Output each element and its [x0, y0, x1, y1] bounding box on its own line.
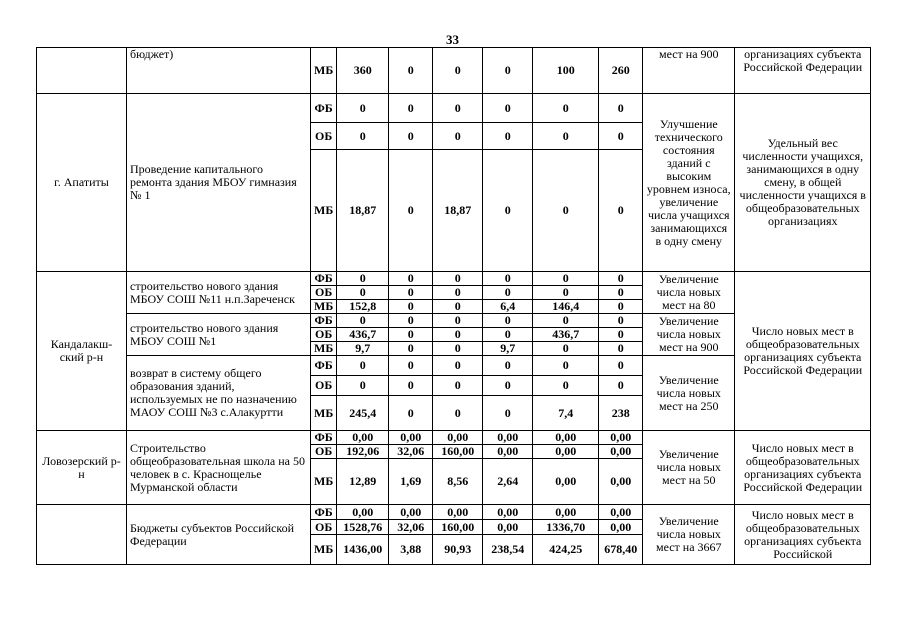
value-cell: 0	[337, 286, 389, 300]
value-cell: 436,7	[533, 328, 599, 342]
value-cell: 0	[533, 342, 599, 356]
value-cell: 0,00	[533, 445, 599, 459]
value-cell: 0	[533, 314, 599, 328]
value-cell: 0	[483, 150, 533, 272]
value-cell: 0	[599, 314, 643, 328]
result-cell: Увеличение числа новых мест на 900	[643, 314, 735, 356]
value-cell: 0,00	[483, 505, 533, 520]
value-cell: 0,00	[599, 459, 643, 505]
value-cell: 0	[433, 123, 483, 150]
value-cell: 0	[433, 314, 483, 328]
value-cell: 0	[533, 94, 599, 123]
value-cell: 0	[389, 356, 433, 376]
source-cell: ОБ	[311, 445, 337, 459]
value-cell: 0	[389, 314, 433, 328]
value-cell: 0	[389, 272, 433, 286]
value-cell: 0	[433, 48, 483, 94]
result-cell: Увеличение числа новых мест на 250	[643, 356, 735, 431]
table-row	[37, 94, 871, 123]
value-cell: 3,88	[389, 535, 433, 565]
district-cell	[37, 48, 127, 94]
value-cell: 0	[337, 314, 389, 328]
value-cell: 0	[483, 286, 533, 300]
value-cell: 8,56	[433, 459, 483, 505]
value-cell: 360	[337, 48, 389, 94]
value-cell: 0,00	[389, 505, 433, 520]
value-cell: 0,00	[389, 431, 433, 445]
result-cell: Увеличение числа новых мест на 80	[643, 272, 735, 314]
indicator-cell: Удельный вес численности учащихся, занимающихся в одну смену, в общей численности учащихся в общеобразовательных организациях	[735, 94, 871, 272]
task-cell: бюджет)	[127, 48, 311, 94]
value-cell: 0	[483, 396, 533, 431]
source-cell: ОБ	[311, 520, 337, 535]
value-cell: 0,00	[433, 505, 483, 520]
task-cell: строительство нового здания МБОУ СОШ №1	[127, 314, 311, 356]
value-cell: 1528,76	[337, 520, 389, 535]
value-cell: 0	[483, 376, 533, 396]
value-cell: 0,00	[533, 459, 599, 505]
value-cell: 0	[337, 356, 389, 376]
value-cell: 152,8	[337, 300, 389, 314]
value-cell: 0,00	[483, 431, 533, 445]
source-cell: МБ	[311, 535, 337, 565]
district-cell	[37, 505, 127, 565]
value-cell: 0	[389, 150, 433, 272]
value-cell: 260	[599, 48, 643, 94]
value-cell: 2,64	[483, 459, 533, 505]
value-cell: 0	[483, 272, 533, 286]
value-cell: 0	[433, 328, 483, 342]
value-cell: 1336,70	[533, 520, 599, 535]
value-cell: 0	[599, 300, 643, 314]
task-cell: Бюджеты субъектов Российской Федерации	[127, 505, 311, 565]
value-cell: 0	[599, 272, 643, 286]
value-cell: 0	[389, 48, 433, 94]
value-cell: 9,7	[483, 342, 533, 356]
source-cell: ОБ	[311, 328, 337, 342]
value-cell: 160,00	[433, 520, 483, 535]
source-cell: ОБ	[311, 376, 337, 396]
value-cell: 238,54	[483, 535, 533, 565]
value-cell: 0	[337, 123, 389, 150]
value-cell: 0	[389, 328, 433, 342]
value-cell: 0	[599, 123, 643, 150]
value-cell: 1,69	[389, 459, 433, 505]
value-cell: 0	[389, 286, 433, 300]
source-cell: МБ	[311, 396, 337, 431]
source-cell: ОБ	[311, 123, 337, 150]
task-cell: строительство нового здания МБОУ СОШ №11 н.п.Зареченск	[127, 272, 311, 314]
value-cell: 0	[599, 356, 643, 376]
source-cell: ФБ	[311, 505, 337, 520]
indicator-cell: Число новых мест в общеобразовательных организациях субъекта Российской Федерации	[735, 272, 871, 431]
value-cell: 245,4	[337, 396, 389, 431]
value-cell: 9,7	[337, 342, 389, 356]
value-cell: 0,00	[533, 505, 599, 520]
value-cell: 0	[337, 272, 389, 286]
value-cell: 0	[533, 376, 599, 396]
value-cell: 32,06	[389, 445, 433, 459]
value-cell: 0,00	[337, 505, 389, 520]
district-cell: г. Апатиты	[37, 94, 127, 272]
value-cell: 0,00	[483, 445, 533, 459]
value-cell: 0	[433, 286, 483, 300]
value-cell: 18,87	[337, 150, 389, 272]
value-cell: 424,25	[533, 535, 599, 565]
source-cell: ФБ	[311, 94, 337, 123]
value-cell: 0	[533, 356, 599, 376]
value-cell: 0	[389, 396, 433, 431]
value-cell: 0	[433, 272, 483, 286]
value-cell: 18,87	[433, 150, 483, 272]
indicator-cell: Число новых мест в общеобразовательных организациях субъекта Российской	[735, 505, 871, 565]
value-cell: 0	[599, 286, 643, 300]
indicator-cell: Число новых мест в общеобразовательных организациях субъекта Российской Федерации	[735, 431, 871, 505]
value-cell: 0	[389, 300, 433, 314]
source-cell: МБ	[311, 459, 337, 505]
task-cell: Строительство общеобразовательная школа на 50 человек в с. Краснощелье Мурманской области	[127, 431, 311, 505]
indicator-cell: организациях субъекта Российской Федерации	[735, 48, 871, 94]
result-cell: Увеличение числа новых мест на 50	[643, 431, 735, 505]
task-cell: Проведение капитального ремонта здания МБОУ гимназия № 1	[127, 94, 311, 272]
result-cell: Увеличение числа новых мест на 3667	[643, 505, 735, 565]
value-cell: 0,00	[483, 520, 533, 535]
source-cell: МБ	[311, 342, 337, 356]
table-row	[37, 48, 871, 94]
source-cell: ФБ	[311, 431, 337, 445]
value-cell: 0	[433, 342, 483, 356]
value-cell: 0	[337, 94, 389, 123]
value-cell: 0	[483, 356, 533, 376]
value-cell: 0,00	[433, 431, 483, 445]
value-cell: 12,89	[337, 459, 389, 505]
task-cell: возврат в систему общего образования зданий, используемых не по назначению МАОУ СОШ №3 с.Алакуртти	[127, 356, 311, 431]
value-cell: 0,00	[533, 431, 599, 445]
value-cell: 0	[599, 150, 643, 272]
value-cell: 0	[483, 314, 533, 328]
source-cell: ФБ	[311, 356, 337, 376]
value-cell: 0	[433, 356, 483, 376]
value-cell: 0	[389, 342, 433, 356]
value-cell: 238	[599, 396, 643, 431]
source-cell: МБ	[311, 48, 337, 94]
result-cell: мест на 900	[643, 48, 735, 94]
value-cell: 0,00	[599, 445, 643, 459]
source-cell: МБ	[311, 300, 337, 314]
source-cell: ФБ	[311, 314, 337, 328]
value-cell: 0,00	[599, 505, 643, 520]
value-cell: 436,7	[337, 328, 389, 342]
result-cell: Улучшение технического состояния зданий с высоким уровнем износа, увеличение числа учащихся занимающихся в одну смену	[643, 94, 735, 272]
value-cell: 1436,00	[337, 535, 389, 565]
value-cell: 0	[599, 328, 643, 342]
table-row	[37, 431, 871, 445]
value-cell: 0,00	[337, 431, 389, 445]
value-cell: 0	[533, 123, 599, 150]
budget-table	[36, 47, 871, 565]
value-cell: 0	[433, 376, 483, 396]
page-number: 33	[446, 32, 459, 47]
value-cell: 0	[599, 376, 643, 396]
value-cell: 0	[433, 94, 483, 123]
value-cell: 0	[389, 94, 433, 123]
value-cell: 146,4	[533, 300, 599, 314]
table-row	[37, 505, 871, 520]
table-row	[37, 272, 871, 286]
value-cell: 100	[533, 48, 599, 94]
source-cell: ОБ	[311, 286, 337, 300]
value-cell: 0	[433, 300, 483, 314]
value-cell: 192,06	[337, 445, 389, 459]
value-cell: 678,40	[599, 535, 643, 565]
value-cell: 90,93	[433, 535, 483, 565]
value-cell: 7,4	[533, 396, 599, 431]
district-cell: Кандалакш-ский р-н	[37, 272, 127, 431]
source-cell: МБ	[311, 150, 337, 272]
value-cell: 0	[337, 376, 389, 396]
value-cell: 0	[389, 376, 433, 396]
value-cell: 0	[483, 94, 533, 123]
value-cell: 0	[483, 123, 533, 150]
value-cell: 6,4	[483, 300, 533, 314]
value-cell: 32,06	[389, 520, 433, 535]
value-cell: 160,00	[433, 445, 483, 459]
value-cell: 0	[389, 123, 433, 150]
value-cell: 0	[533, 150, 599, 272]
value-cell: 0	[533, 272, 599, 286]
value-cell: 0,00	[599, 520, 643, 535]
value-cell: 0	[483, 328, 533, 342]
value-cell: 0	[433, 396, 483, 431]
value-cell: 0,00	[599, 431, 643, 445]
value-cell: 0	[483, 48, 533, 94]
source-cell: ФБ	[311, 272, 337, 286]
value-cell: 0	[533, 286, 599, 300]
value-cell: 0	[599, 94, 643, 123]
district-cell: Ловозерский р-н	[37, 431, 127, 505]
value-cell: 0	[599, 342, 643, 356]
